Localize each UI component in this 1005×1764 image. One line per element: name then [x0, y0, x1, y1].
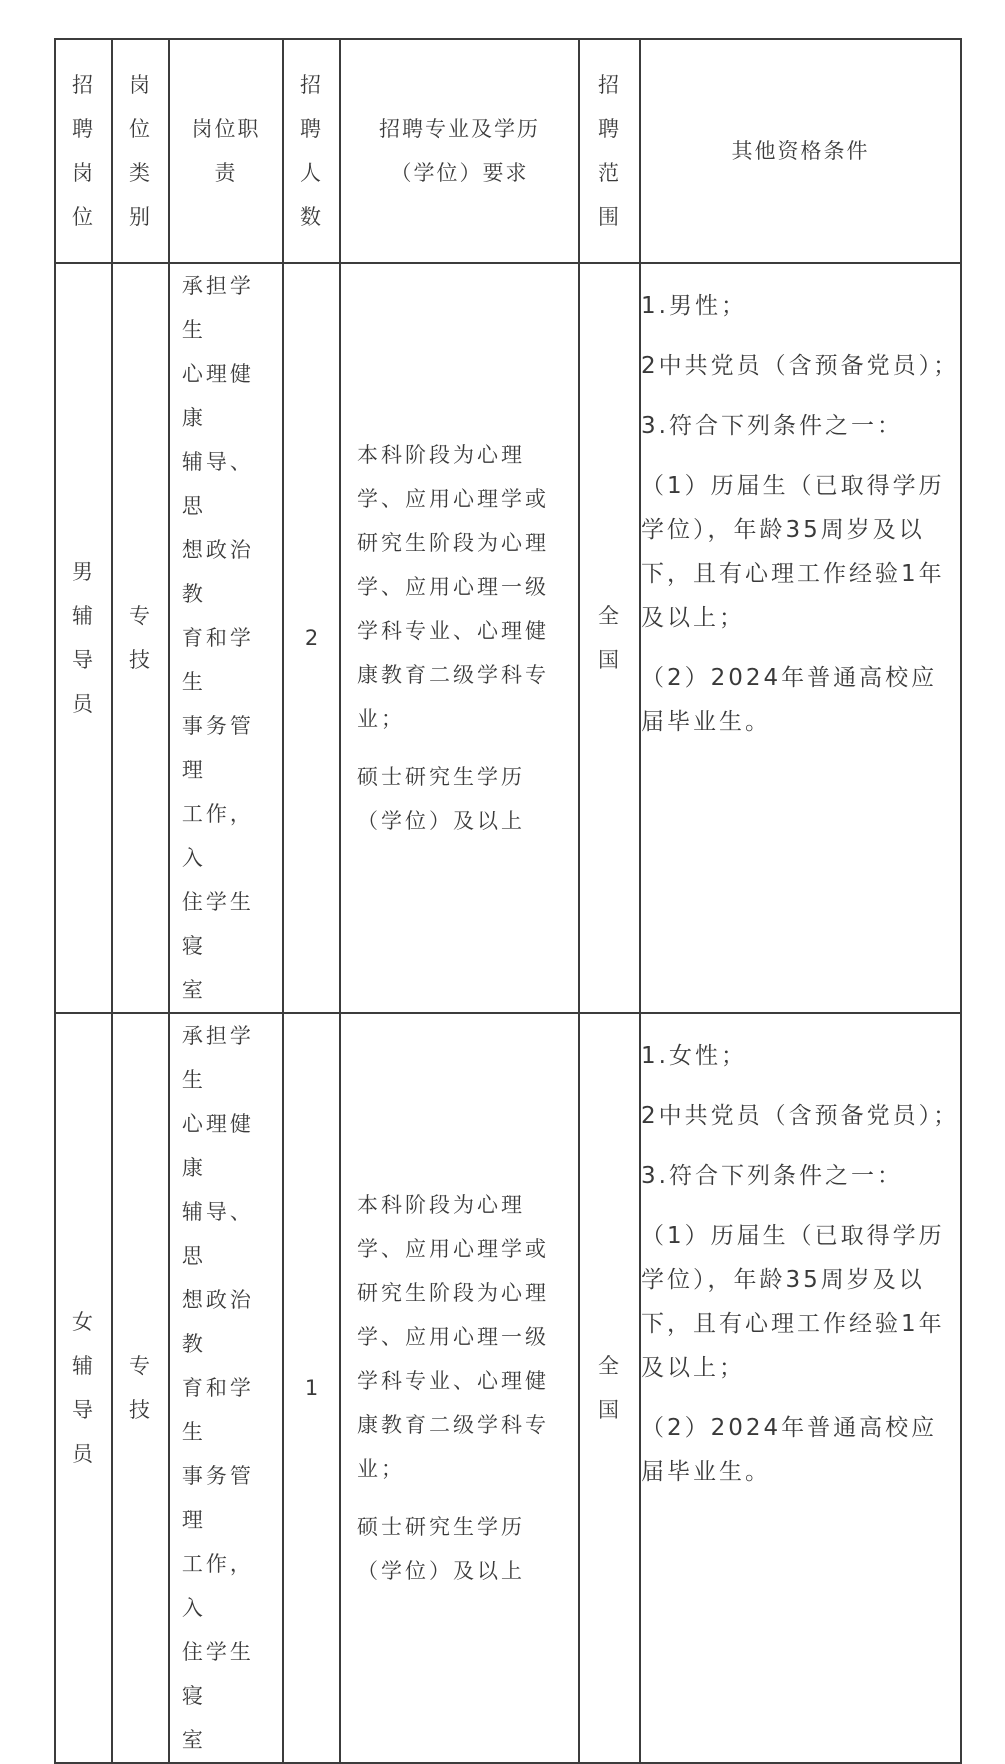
recruitment-table [54, 38, 962, 1764]
cell-conditions [640, 263, 961, 1013]
cell-major [340, 1013, 579, 1763]
major-main: 本科阶段为心理学、应用心理学或研究生阶段为心理学、应用心理一级学科专业、心理健康教育二级学科专业； [357, 443, 549, 731]
cell-category [112, 1013, 169, 1763]
header-duty [169, 39, 283, 263]
char: 辅 [72, 604, 95, 628]
char: 导 [72, 648, 95, 672]
char: 招 [300, 73, 323, 97]
cell-scope [579, 1013, 640, 1763]
cell-conditions [640, 1013, 961, 1763]
char: 岗 [72, 161, 95, 185]
char: 范 [598, 161, 621, 185]
count-text: 1 [304, 1376, 319, 1400]
header-category [112, 39, 169, 263]
text-line: 育和学生 [181, 626, 254, 694]
char: 国 [598, 1398, 621, 1422]
header-row [55, 39, 961, 263]
header-major-line2: （学位）要求 [390, 161, 529, 185]
cell-major [340, 263, 579, 1013]
header-count-text [284, 63, 339, 239]
text-line: 育和学生 [181, 1376, 254, 1444]
header-count [283, 39, 340, 263]
char: 位 [129, 117, 152, 141]
cell-duty [169, 263, 283, 1013]
char: 女 [72, 1310, 95, 1334]
text-line: 工作，入 [181, 1552, 254, 1620]
table-row [55, 263, 961, 1013]
text-line: 事务管理 [181, 1464, 254, 1532]
header-duty-text [170, 107, 282, 195]
header-major-line1: 招聘专业及学历 [379, 117, 540, 141]
text-line: 辅导、思 [181, 1200, 254, 1268]
condition-item: 3.符合下列条件之一： [641, 1163, 903, 1189]
text-line: 室 [181, 1728, 206, 1752]
text-line: 岗位职 [191, 117, 261, 141]
duty-text [182, 264, 270, 1012]
char: 招 [598, 73, 621, 97]
condition-item: （1）历届生（已取得学历学位），年龄35周岁及以下，且有心理工作经验1年及以上； [641, 1223, 945, 1381]
cell-category [112, 263, 169, 1013]
major-main: 本科阶段为心理学、应用心理学或研究生阶段为心理学、应用心理一级学科专业、心理健康教育二级学科专业； [357, 1193, 549, 1481]
category-text [113, 594, 168, 682]
table-row [55, 1013, 961, 1763]
condition-item: （2）2024年普通高校应届毕业生。 [641, 1415, 938, 1485]
text-line: 事务管理 [181, 714, 254, 782]
cell-position [55, 263, 112, 1013]
char: 辅 [72, 1354, 95, 1378]
char: 围 [598, 205, 621, 229]
char: 技 [129, 648, 152, 672]
position-text [56, 1300, 111, 1476]
header-position-text [56, 63, 111, 239]
conditions-list [641, 1014, 960, 1494]
text-line: 室 [181, 978, 206, 1002]
scope-text [580, 594, 639, 682]
text-line: 工作，入 [181, 802, 254, 870]
recruitment-sheet [54, 38, 960, 1752]
text-line: 心理健康 [181, 1112, 254, 1180]
char: 国 [598, 648, 621, 672]
condition-item: 3.符合下列条件之一： [641, 413, 903, 439]
char: 招 [72, 73, 95, 97]
text-line: 想政治教 [181, 538, 254, 606]
major-text [341, 433, 578, 843]
condition-item: 2中共党员（含预备党员）； [641, 1103, 960, 1129]
char: 专 [129, 1354, 152, 1378]
condition-item: 2中共党员（含预备党员）； [641, 353, 960, 379]
major-degree: 硕士研究生学历（学位）及以上 [357, 1515, 525, 1583]
text-line: 想政治教 [181, 1288, 254, 1356]
char: 聘 [598, 117, 621, 141]
category-text [113, 1344, 168, 1432]
condition-item: 1.女性； [641, 1043, 747, 1069]
header-major-text [341, 107, 578, 195]
major-degree: 硕士研究生学历（学位）及以上 [357, 765, 525, 833]
condition-item: （1）历届生（已取得学历学位），年龄35周岁及以下，且有心理工作经验1年及以上； [641, 473, 945, 631]
major-text [341, 1183, 578, 1593]
cell-count [283, 263, 340, 1013]
char: 人 [300, 161, 323, 185]
char: 专 [129, 604, 152, 628]
conditions-list [641, 264, 960, 744]
char: 员 [72, 692, 95, 716]
char: 男 [72, 560, 95, 584]
char: 导 [72, 1398, 95, 1422]
cell-scope [579, 263, 640, 1013]
text-line: 责 [214, 161, 238, 185]
char: 别 [129, 205, 152, 229]
header-position [55, 39, 112, 263]
count-text: 2 [304, 626, 319, 650]
cell-position [55, 1013, 112, 1763]
char: 数 [300, 205, 323, 229]
header-scope-text [580, 63, 639, 239]
text-line: 住学生寝 [181, 1640, 254, 1708]
header-conditions-text: 其他资格条件 [731, 139, 870, 163]
text-line: 住学生寝 [181, 890, 254, 958]
text-line: 辅导、思 [181, 450, 254, 518]
char: 全 [598, 1354, 621, 1378]
char: 类 [129, 161, 152, 185]
char: 全 [598, 604, 621, 628]
char: 技 [129, 1398, 152, 1422]
condition-item: （2）2024年普通高校应届毕业生。 [641, 665, 938, 735]
duty-text [182, 1014, 270, 1762]
condition-item: 1.男性； [641, 293, 747, 319]
position-text [56, 550, 111, 726]
char: 聘 [300, 117, 323, 141]
header-major [340, 39, 579, 263]
char: 员 [72, 1442, 95, 1466]
char: 岗 [129, 73, 152, 97]
header-scope [579, 39, 640, 263]
cell-count [283, 1013, 340, 1763]
char: 位 [72, 205, 95, 229]
char: 聘 [72, 117, 95, 141]
scope-text [580, 1344, 639, 1432]
text-line: 承担学生 [181, 274, 254, 342]
cell-duty [169, 1013, 283, 1763]
text-line: 心理健康 [181, 362, 254, 430]
header-conditions [640, 39, 961, 263]
header-category-text [113, 63, 168, 239]
text-line: 承担学生 [181, 1024, 254, 1092]
